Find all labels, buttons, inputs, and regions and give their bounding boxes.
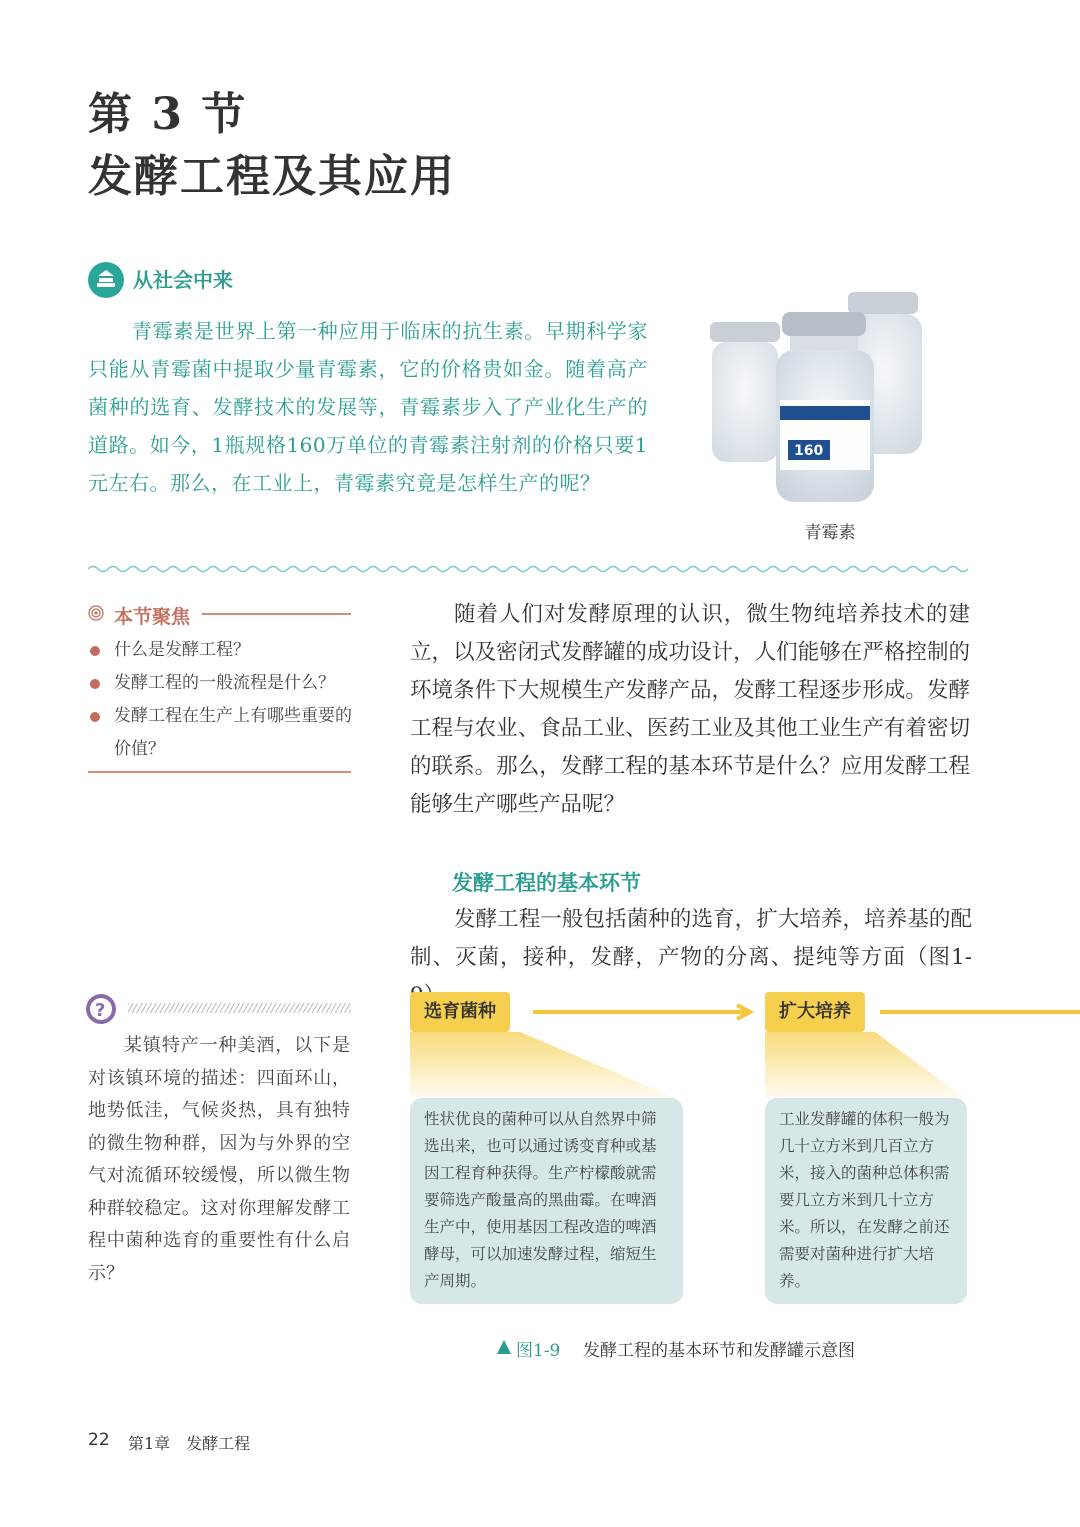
subsection-title: 发酵工程的基本环节	[452, 871, 641, 895]
hatch-divider	[128, 1003, 351, 1013]
figure-caption: 发酵工程的基本环节和发酵罐示意图	[583, 1341, 855, 1361]
stage-description-2: 工业发酵罐的体积一般为几十立方米到几百立方米，接入的菌种总体积需要几立方米到几十立方米。所以，在发酵之前还需要对菌种进行扩大培养。	[765, 1098, 967, 1304]
photo-caption: 青霉素	[804, 523, 856, 543]
caption-triangle-icon	[497, 1340, 511, 1354]
svg-text:160: 160	[794, 443, 824, 459]
bullet-icon	[90, 679, 100, 689]
stage-label-strain-selection: 选育菌种	[410, 992, 510, 1032]
books-icon	[88, 262, 124, 298]
beam-1	[410, 1032, 680, 1100]
focus-title: 本节聚焦	[114, 606, 191, 628]
list-item: 发酵工程在生产上有哪些重要的价值？	[88, 700, 353, 766]
chapter-label: 第1章 发酵工程	[128, 1434, 251, 1453]
list-item: 发酵工程的一般流程是什么？	[88, 667, 353, 700]
subsection-paragraph: 发酵工程一般包括菌种的选育，扩大培养，培养基的配制、灭菌，接种，发酵，产物的分离、提纯等方面（图1-	[410, 907, 972, 970]
stage-label-expansion-culture: 扩大培养	[765, 992, 865, 1032]
bullet-icon	[90, 646, 100, 656]
page-number: 22	[88, 1430, 110, 1450]
focus-list	[88, 634, 353, 766]
list-item: 什么是发酵工程？	[88, 634, 353, 667]
focus-top-rule	[202, 613, 351, 615]
penicillin-vials-photo	[700, 282, 940, 512]
question-text: 某镇特产一种美酒，以下是对该镇环境的描述：四面环山，地势低洼，气候炎热，具有独特的微生物种群，因为与外界的空气对流循环较缓慢，所以微生物种群较稳定。这对你理解发酵工程中菌种选育的重要性有什么启示？	[88, 1035, 350, 1284]
stage-description-1: 性状优良的菌种可以从自然界中筛选出来，也可以通过诱变育种或基因工程育种获得。生产柠檬酸就需要筛选产酸量高的黑曲霉。在啤酒生产中，使用基因工程改造的啤酒酵母，可以加速发酵过程，缩短生产周期。	[410, 1098, 683, 1304]
focus-bottom-rule	[88, 771, 351, 773]
figure-number: 图1-9	[516, 1341, 561, 1361]
main-paragraph: 随着人们对发酵原理的认识，微生物纯培养技术的建立，以及密闭式发酵罐的成功设计，人们能够在严格控制的环境条件下大规模生产发酵产品，发酵工程逐步形成。发酵工程与农业、食品工业、医药工业及其他工业生产有着密切的联系。那么，发酵工程的基本环节是什么？应用发酵工程能够生产哪些产品呢？	[410, 602, 970, 817]
question-icon	[84, 992, 120, 1026]
section-title: 发酵工程及其应用	[88, 151, 456, 202]
wavy-divider	[88, 560, 968, 572]
svg-text:?: ?	[95, 1000, 106, 1021]
bullet-icon	[90, 712, 100, 722]
from-society-text: 青霉素是世界上第一种应用于临床的抗生素。早期科学家只能从青霉菌中提取少量青霉素，它的价格贵如金。随着高产菌种的选育、发酵技术的发展等，青霉素步入了产业化生产的道路。如今，1瓶规格160万单位的青霉素注射剂的价格只要1元左右。那么，在工业上，青霉素究竟是怎样生产的呢？	[88, 319, 648, 495]
section-number: 第 3 节	[88, 89, 248, 140]
beam-2	[765, 1032, 967, 1100]
from-society-title: 从社会中来	[133, 268, 233, 292]
target-icon	[88, 605, 104, 621]
